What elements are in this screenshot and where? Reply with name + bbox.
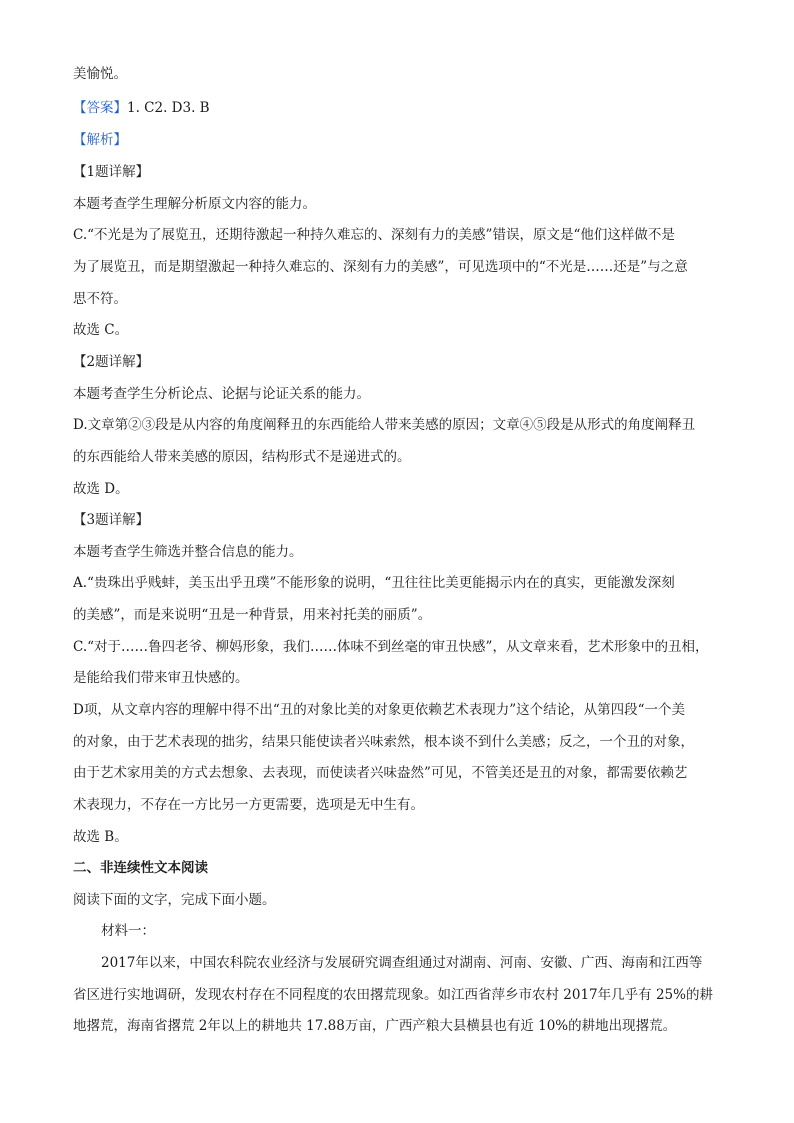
text-line: 地撂荒，海南省撂荒 2年以上的耕地共 17.88万亩，广西产粮大县横县也有近 10%的耕地出现撂荒。 xyxy=(73,1018,677,1034)
text-line: 故选 D。 xyxy=(73,481,129,497)
text-line: 本题考查学生筛选并整合信息的能力。 xyxy=(73,544,303,560)
text-line: 省区进行实地调研，发现农村存在不同程度的农田撂荒现象。如江西省萍乡市农村 2017年几乎有 25%的耕 xyxy=(73,987,713,1003)
text-line: 的东西能给人带来美感的原因，结构形式不是递进式的。 xyxy=(73,449,411,465)
text-line: 本题考查学生理解分析原文内容的能力。 xyxy=(73,196,316,212)
text-line: 2017年以来，中国农科院农业经济与发展研究调查组通过对湖南、河南、安徽、广西、海南和江西等 xyxy=(101,955,703,971)
text-line: 术表现力，不存在一方比另一方更需要，选项是无中生有。 xyxy=(73,797,424,813)
text-line: C.“不光是为了展览丑，还期待激起一种持久难忘的、深刻有力的美感”错误，原文是“他们这样做不是 xyxy=(73,227,675,243)
section-heading: 【1题详解】 xyxy=(73,164,150,180)
section-heading: 【3题详解】 xyxy=(73,512,150,528)
analysis-line xyxy=(73,130,733,150)
text-line: 思不符。 xyxy=(73,291,127,307)
text-line: 故选 B。 xyxy=(73,829,128,845)
text-line: 美愉悦。 xyxy=(73,66,127,82)
text-line: 的美感”，而是来说明“丑是一种背景，用来衬托美的丽质”。 xyxy=(73,607,432,623)
material-label: 材料一： xyxy=(101,923,155,939)
text-line: 阅读下面的文字，完成下面小题。 xyxy=(73,892,276,908)
text-line: D.文章第②③段是从内容的角度阐释丑的东西能给人带来美感的原因；文章④⑤段是从形式的角度阐释丑 xyxy=(73,417,696,433)
text-line: 本题考查学生分析论点、论据与论证关系的能力。 xyxy=(73,386,370,402)
text-line: 是能给我们带来审丑快感的。 xyxy=(73,670,249,686)
text-line: 为了展览丑，而是期望激起一种持久难忘的、深刻有力的美感”，可见选项中的“不光是……还是”与之意 xyxy=(73,259,688,275)
answer-line xyxy=(73,98,733,118)
text-line: A.“贵珠出乎贱蚌，美玉出乎丑璞”不能形象的说明，“丑往往比美更能揭示内在的真实，更能激发深刻 xyxy=(73,575,675,591)
text-line: C.“对于……鲁四老爷、柳妈形象，我们……体味不到丝毫的审丑快感”，从文章来看，艺术形象中的丑相， xyxy=(73,639,709,655)
analysis-tag: 【解析】 xyxy=(73,132,127,148)
text-line: 的对象，由于艺术表现的拙劣，结果只能使读者兴味索然，根本谈不到什么美感；反之，一个丑的对象， xyxy=(73,734,694,750)
section-heading: 【2题详解】 xyxy=(73,354,150,370)
text-line: D项，从文章内容的理解中得不出“丑的对象比美的对象更依赖艺术表现力”这个结论，从第四段“一个美 xyxy=(73,702,686,718)
text-line: 由于艺术家用美的方式去想象、去表现，而使读者兴味盎然”可见，不管美还是丑的对象，都需要依赖艺 xyxy=(73,765,688,781)
answer-tag: 【答案】 xyxy=(73,100,127,116)
text-line: 故选 C。 xyxy=(73,322,129,338)
section-title: 二、非连续性文本阅读 xyxy=(73,860,208,876)
answer-text: 1. C2. D3. B xyxy=(127,100,210,116)
